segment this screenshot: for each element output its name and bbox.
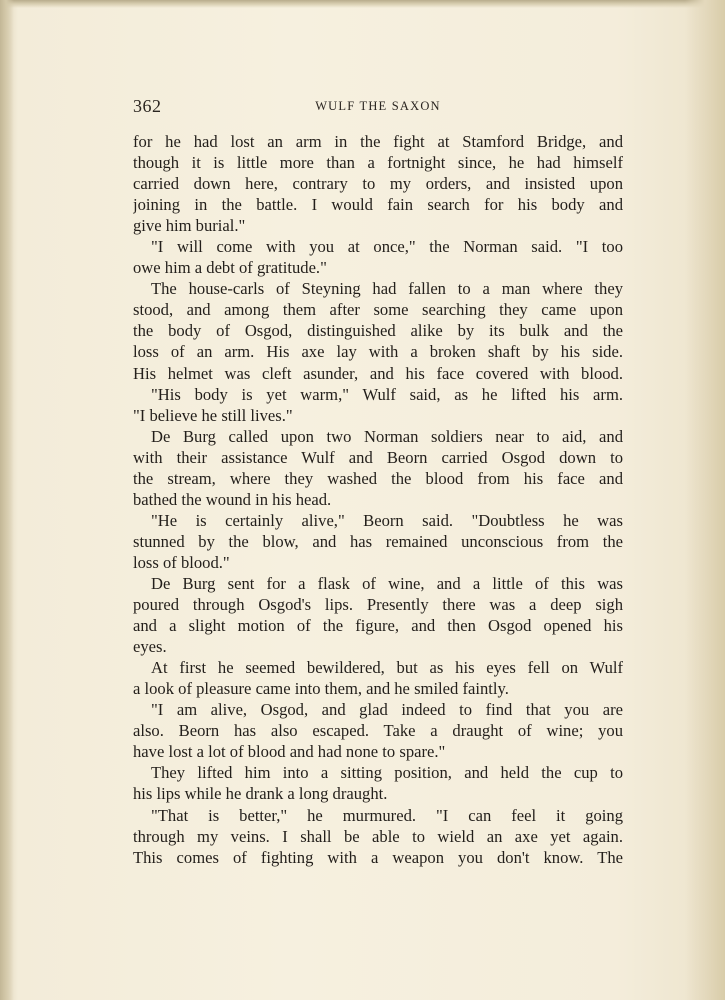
- text-line: This comes of fighting with a weapon you don't know. The: [133, 847, 623, 867]
- text-line: eyes.: [133, 637, 167, 657]
- text-line: "He is certainly alive," Beorn said. "Doubtless he was: [151, 510, 623, 530]
- text-line: joining in the battle. I would fain search for his body and: [133, 195, 623, 215]
- text-line: "I believe he still lives.": [133, 405, 293, 425]
- text-line: "That is better," he murmured. "I can feel it going: [151, 805, 623, 825]
- text-line: They lifted him into a sitting position, and held the cup to: [151, 763, 623, 783]
- text-line: his lips while he drank a long draught.: [133, 784, 388, 804]
- text-line: bathed the wound in his head.: [133, 489, 332, 509]
- page-gutter-edge: [0, 0, 14, 1000]
- text-line: De Burg called upon two Norman soldiers near to aid, and: [151, 426, 623, 446]
- text-line: the body of Osgod, distinguished alike by its bulk and the: [133, 321, 623, 341]
- text-line: with their assistance Wulf and Beorn carried Osgod down to: [133, 447, 623, 467]
- text-line: loss of an arm. His axe lay with a broken shaft by his side.: [133, 342, 623, 362]
- page-right-edge: [685, 0, 725, 1000]
- text-line: and a slight motion of the figure, and then Osgod opened his: [133, 616, 623, 636]
- text-line: stunned by the blow, and has remained unconscious from the: [133, 531, 623, 551]
- text-line: the stream, where they washed the blood from his face and: [133, 468, 623, 488]
- text-line: also. Beorn has also escaped. Take a draught of wine; you: [133, 721, 623, 741]
- body-text: [133, 131, 623, 868]
- text-line: "His body is yet warm," Wulf said, as he lifted his arm.: [151, 384, 623, 404]
- text-line: give him burial.": [133, 216, 246, 236]
- text-line: a look of pleasure came into them, and he smiled faintly.: [133, 679, 509, 699]
- text-line: His helmet was cleft asunder, and his face covered with blood.: [133, 363, 623, 383]
- text-line: carried down here, contrary to my orders, and insisted upon: [133, 174, 623, 194]
- text-line: loss of blood.": [133, 552, 230, 572]
- running-title: WULF THE SAXON: [315, 99, 441, 113]
- page-header: [133, 96, 623, 120]
- text-line: "I will come with you at once," the Norman said. "I too: [151, 237, 623, 257]
- text-line: owe him a debt of gratitude.": [133, 258, 327, 278]
- text-line: have lost a lot of blood and had none to spare.": [133, 742, 446, 762]
- page-number: 362: [133, 96, 162, 116]
- text-line: through my veins. I shall be able to wield an axe yet again.: [133, 826, 623, 846]
- text-line: The house-carls of Steyning had fallen to a man where they: [151, 279, 623, 299]
- text-line: poured through Osgod's lips. Presently there was a deep sigh: [133, 595, 623, 615]
- text-line: for he had lost an arm in the fight at Stamford Bridge, and: [133, 132, 623, 151]
- text-line: "I am alive, Osgod, and glad indeed to find that you are: [151, 700, 623, 720]
- text-line: stood, and among them after some searching they came upon: [133, 300, 623, 320]
- text-line: De Burg sent for a flask of wine, and a little of this was: [151, 573, 623, 593]
- text-line: though it is little more than a fortnight since, he had himself: [133, 153, 623, 173]
- text-line: At first he seemed bewildered, but as his eyes fell on Wulf: [151, 658, 623, 678]
- page-top-edge: [0, 0, 725, 8]
